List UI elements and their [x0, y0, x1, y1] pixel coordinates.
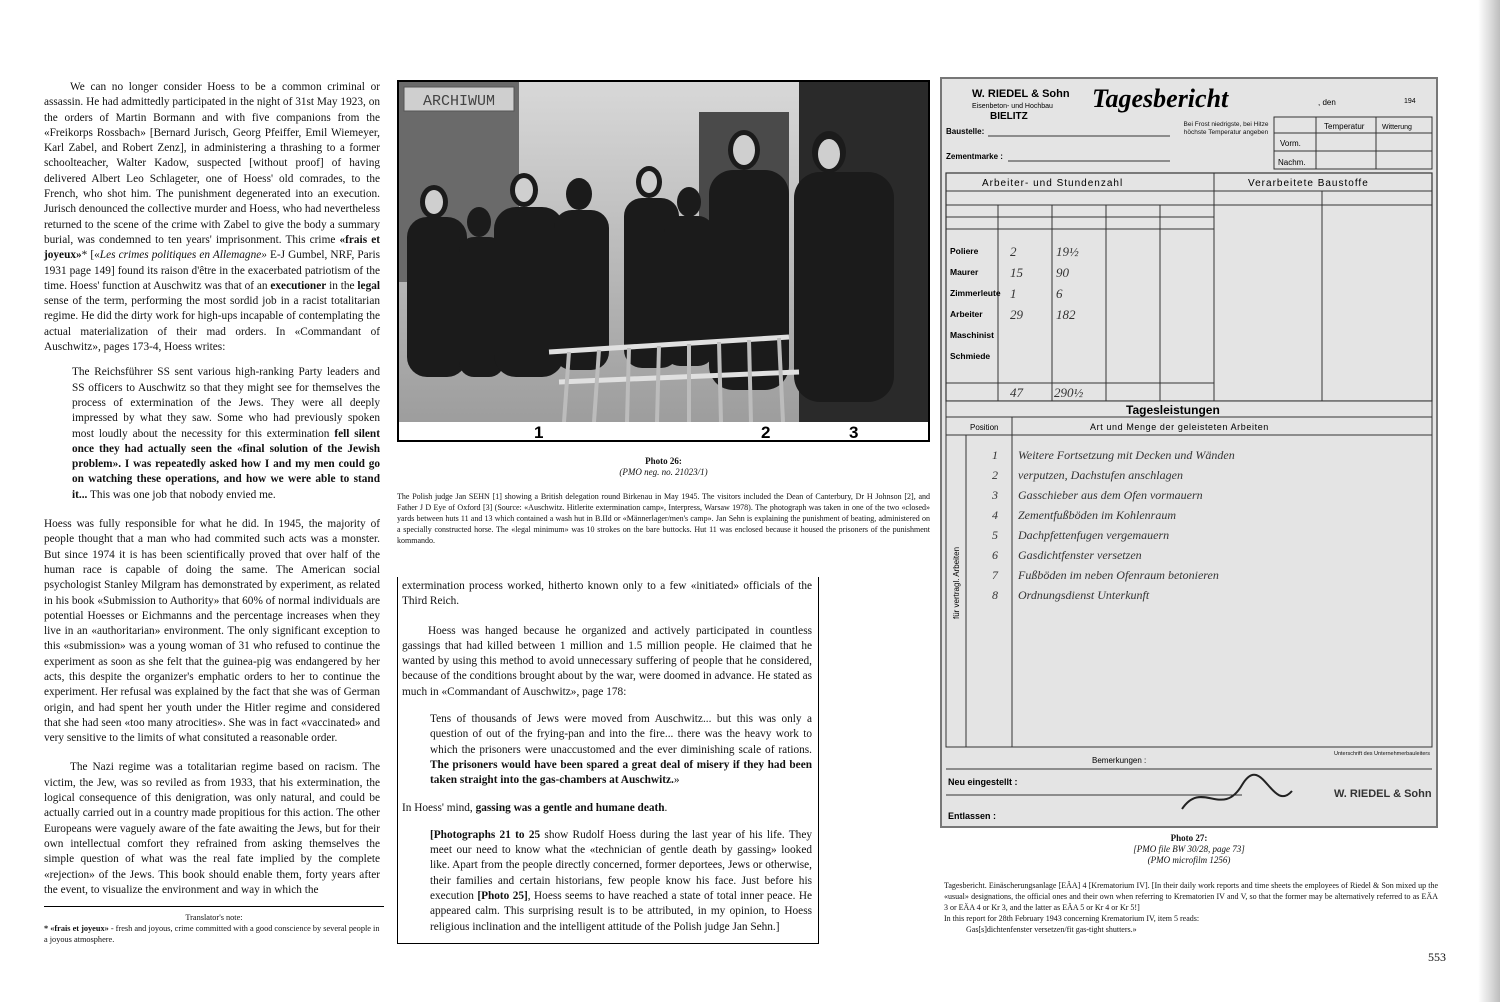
temperatur-label: Temperatur	[1324, 122, 1365, 131]
tagesleistungen-header: Tagesleistungen	[1126, 403, 1220, 417]
tagesbericht-form	[942, 79, 1436, 826]
photo-27-title: Photo 27:	[1170, 833, 1208, 843]
hours-zimmerleute: 6	[1056, 286, 1063, 301]
hand-line-7: Fußböden im neben Ofenraum betonieren	[1018, 568, 1219, 582]
firm-stamp: W. RIEDEL & Sohn	[1334, 788, 1432, 800]
photo-27-ref1: [PMO file BW 30/28, page 73]	[1133, 844, 1245, 854]
row-schmiede: Schmiede	[950, 351, 991, 361]
entlassen-label: Entlassen :	[948, 811, 997, 821]
middle-column	[402, 579, 812, 935]
row-zimmerleute: Zimmerleute	[950, 288, 1001, 298]
hand-line-8: Ordnungsdienst Unterkunft	[1018, 588, 1150, 602]
art-menge-header: Art und Menge der geleisteten Arbeiten	[1090, 422, 1269, 432]
footnote-rule	[44, 906, 384, 907]
photo-26	[397, 80, 930, 442]
firm-city: BIELITZ	[990, 111, 1028, 122]
firm-subtitle: Eisenbeton- und Hochbau	[972, 103, 1053, 110]
page-edge-shadow	[1478, 0, 1500, 1002]
hand-num-5: 5	[992, 528, 998, 542]
photo-27-document	[940, 77, 1438, 828]
hand-num-1: 1	[992, 448, 998, 462]
paragraph-3: The Nazi regime was a totalitarian regime based on racism. The victim, the Jew, was so reviled as from 1933, that his extermination, the logical consequence of this denigration, was only natural, and could be actually carried out in a country made propitious for this action. The other Europeans were vaguely aware of the fate awaiting the Jews, but for their own intellectual comfort they refrained from asking themselves the simple question of what was the real fate implied by the complete «rejection» of the Jews. This book should enable them, forty years after the event, to visualize the environment and way in which the	[44, 761, 380, 896]
zementmarke-label: Zementmarke :	[946, 152, 1003, 161]
firm-name: W. RIEDEL & Sohn	[972, 88, 1070, 100]
mid-paragraph-4: [Photographs 21 to 25 show Rudolf Hoess during the last year of his life. They meet our need to know what the «technician of gentle death by gassing» looked like. Apart from the people directly concerned, former deportees, Jews or otherwise, their families and certain historians, few people know his face. Just before his execution [Photo 25], Hoess seems to have reached a state of total inner peace. He appeared calm. This surprising result is to be attributed, in my opinion, to Hoess religious inclination and the intelligent attitude of the Polish judge Jan Sehn.]	[430, 828, 813, 933]
row-poliere: Poliere	[950, 246, 979, 256]
photo-26-image	[399, 82, 928, 440]
page-number: 553	[1428, 950, 1446, 964]
hand-line-4: Zementfußböden im Kohlenraum	[1018, 508, 1176, 522]
mid-paragraph-1: extermination process worked, hitherto known only to a few «initiated» officials of the Third Reich.	[402, 580, 812, 608]
mid-paragraph-3: In Hoess' mind, gassing was a gentle and humane death.	[402, 801, 668, 814]
year-label: 194	[1404, 98, 1416, 105]
hand-line-5: Dachpfettenfugen vergemauern	[1018, 528, 1170, 542]
photo-27-ref2: (PMO microfilm 1256)	[1147, 855, 1231, 865]
footnote	[44, 912, 384, 945]
nachm-label: Nachm.	[1278, 158, 1306, 167]
hand-num-4: 4	[992, 508, 998, 522]
witterung-label: Witterung	[1382, 124, 1412, 131]
paragraph-1: We can no longer consider Hoess to be a common criminal or assassin. He had admittedly participated in the night of 31st May 1923, on the orders of Martin Bormann and with five companions from the «Freikorps Rossbach» [Bernard Jurisch, Georg Pfeiffer, Emil Wiemeyer, Karl Zabel, and Robert Zenz], in administering a thrashing to a former schoolteacher, Walter Kadow, suspected [without proof] of having delivered Albert Leo Schlageter, one of Hoess' old comrades, to the French, who shot him. The punishment degenerated into an execution. Jurisch denounced the collective murder and Hoess, who had nevertheless returned to the scene of the crime with Zabel to give the body a summary burial, was condemned to ten years' imprisonment. This crime «frais et joyeux»* [«Les crimes politiques en Allemagne» E-J Gumbel, NRF, Paris 1931 page 149] found its raison d'être in the exacerbated patriotism of the time. Hoess' function at Auschwitz was that of an executioner in the legal sense of the term, performing the most sordid job in a racist totalitarian regime. He did the dirty work for high-ups incapable of contemplating the actual materialization of their mad orders. In «Commandant of Auschwitz», pages 173-4, Hoess writes:	[44, 81, 381, 354]
hand-line-2: verputzen, Dachstufen anschlagen	[1018, 468, 1183, 482]
arbeiter-header: Arbeiter- und Stundenzahl	[982, 178, 1124, 189]
person-marker-2: 2	[761, 423, 771, 440]
hand-line-6: Gasdichtfenster versetzen	[1018, 548, 1142, 562]
footnote-title: Translator's note:	[185, 913, 243, 922]
paragraph-2: Hoess was fully responsible for what he did. In 1945, the majority of people thought that a man who had commited such acts was a monster. But since 1974 it is has been scientifically proved that over half of the human race is capable of doing the same. The American social psychologist Stanley Milgram has demonstrated by experiment, as related in his book «Submission to Authority» that 60% of normal individuals are potential Hoesses or Eichmanns and the percentage increases when they live in an «authoritarian» environment. The only significant exception to this «submission» was a young woman of 31 who refused to continue the experiment as soon as she felt that the guinea-pig was endangered by her acts, this despite the organizer's emphatic orders to her to continue the experiment. Her refusal was explained by the fact that she was of German origin, and had spent her youth under the Hitler regime and considered that she had seen «too many atrocities». She was in fact «vaccinated» and very sensitive to the limits of what consituted a reasonable order.	[44, 518, 380, 745]
photo-27-caption-2: In this report for 28th February 1943 concerning Krematorium IV, item 5 reads:	[944, 914, 1200, 923]
left-column	[44, 80, 380, 898]
person-marker-1: 1	[534, 423, 544, 440]
hand-line-1: Weitere Fortsetzung mit Decken und Wänden	[1018, 448, 1235, 462]
vorm-label: Vorm.	[1280, 139, 1301, 148]
hand-num-8: 8	[992, 588, 998, 602]
archiwum-sign: ARCHIWUM	[422, 93, 496, 110]
date-label: , den	[1318, 98, 1336, 107]
mid-quote: Tens of thousands of Jews were moved from Auschwitz... but this was only a question of out of the frying-pan and into the fire... there was the heavy work to which the prisoners were unaccustomed and the ever diminishing scale of rations. The prisoners would have been spared a great deal of misery if they had been taken straight into the gas-chambers at Auschwitz.»	[430, 713, 812, 787]
photo-27-caption	[944, 880, 1438, 935]
count-maurer: 15	[1010, 265, 1023, 280]
baustelle-label: Baustelle:	[946, 127, 985, 136]
doc-title: Tagesbericht	[1092, 84, 1229, 113]
count-zimmerleute: 1	[1010, 286, 1017, 301]
photo-27-caption-3: Gas[s]dichtenfenster versetzen/fit gas-tight shutters.»	[966, 925, 1137, 934]
photo-26-caption: The Polish judge Jan SEHN [1] showing a British delegation round Birkenau in May 1945. The visitors included the Dean of Canterbury, Dr H Johnson [2], and Father J D Eye of Oxford [3] (Source: «Auschwitz. Hitlerite extermination camp», Interpress, Warsaw 1978). The photograph was taken in one of the two «closed» yards between huts 11 and 13 which contained a wash hut in B.IId or «Männerlager/men's camp». Jan Sehn is explaining the punishment of beating, administered on a specially constructed horse. The «legal minimum» was 10 strokes on the bare buttocks. Hut 11 was enclosed because it housed the prisoners of the punishment kommando.	[397, 492, 930, 545]
count-arbeiter: 29	[1010, 307, 1023, 322]
position-header: Position	[970, 423, 999, 432]
photo-26-ref: (PMO neg. no. 21023/1)	[619, 467, 708, 477]
row-maschinist: Maschinist	[950, 330, 994, 340]
hand-num-3: 3	[992, 488, 998, 502]
mid-paragraph-2: Hoess was hanged because he organized and actively participated in countless gassings that had killed between 1 million and 1.5 million people. He claimed that he wanted by using this method to avoid unnecessary suffering of people that he considered, because of the conditions brought about by the war, were doomed in advance. He stated as much in «Commandant of Auschwitz», page 178:	[402, 624, 812, 698]
hand-num-2: 2	[992, 468, 998, 482]
verarbeitete-header: Verarbeitete Baustoffe	[1248, 178, 1369, 189]
frost-note: Bei Frost niedrigste, bei Hitze höchste Temperatur angeben	[1183, 121, 1269, 136]
row-maurer: Maurer	[950, 267, 979, 277]
footnote-text: * «frais et joyeux» - fresh and joyous, crime committed with a good conscience by several people in a joyous atmosphere.	[44, 924, 380, 944]
bemerkungen-label: Bemerkungen :	[1092, 756, 1147, 765]
side-label: für vertragl. Arbeiten	[952, 546, 961, 619]
hours-arbeiter: 182	[1056, 307, 1076, 322]
hours-maurer: 90	[1056, 265, 1069, 280]
hand-num-7: 7	[992, 568, 998, 582]
photo-27-caption-main: Tagesbericht. Einäscherungsanlage [EÄA] 4 [Krematorium IV]. [In their daily work reports and time sheets the employees of Riedel & Son mixed up the «usual» designations, the official ones and their own when referring to Krematorien IV and V, so that the former may be alternatively referred to as EÄA 3 or EÄA 4 or Kr 3, and the latter as EÄA 5 or Kr 4 or Kr 5!]	[944, 881, 1438, 912]
hand-num-6: 6	[992, 548, 998, 562]
hand-line-3: Gasschieber aus dem Ofen vormauern	[1018, 488, 1203, 502]
hours-poliere: 19½	[1056, 244, 1079, 259]
photo-26-title: Photo 26:	[645, 456, 682, 466]
total-count: 47	[1010, 385, 1023, 400]
neu-eingestellt-label: Neu eingestellt :	[948, 777, 1018, 787]
unterschrift-label: Unterschrift des Unternehmerbauleiters	[1334, 751, 1430, 757]
person-marker-3: 3	[849, 423, 859, 440]
total-hours: 290½	[1054, 385, 1084, 400]
quote-1: The Reichsführer SS sent various high-ranking Party leaders and SS officers to Auschwitz so that they might see for themselves the process of extermination of the Jews. They were all deeply impressed by what they saw. Some who had previously spoken most loudly about the necessity for this extermination fell silent once they had actually seen the «final solution of the Jewish problem». I was repeatedly asked how I and my men could go on watching these operations, and how we were able to stand it... This was one job that nobody envied me.	[72, 366, 380, 501]
row-arbeiter: Arbeiter	[950, 309, 983, 319]
count-poliere: 2	[1010, 244, 1017, 259]
